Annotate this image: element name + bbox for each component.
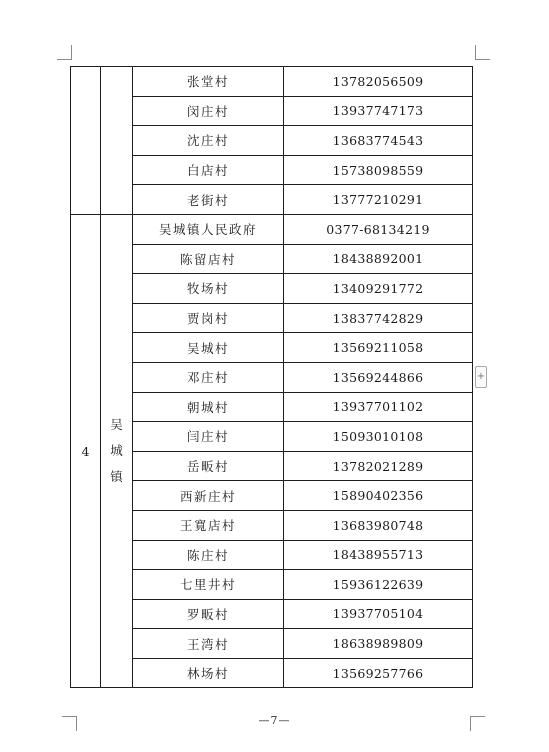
phone-cell: 13937705104	[284, 599, 473, 629]
phone-cell: 15890402356	[284, 481, 473, 511]
village-cell: 闵庄村	[133, 96, 284, 126]
crop-mark-top-left	[57, 45, 72, 60]
phone-cell: 13782056509	[284, 67, 473, 97]
town-cell-continued	[101, 67, 133, 215]
phone-cell: 13683774543	[284, 126, 473, 156]
town-char: 吴	[110, 417, 123, 433]
phone-cell: 13782021289	[284, 451, 473, 481]
phone-cell: 18638989809	[284, 629, 473, 659]
village-cell: 陈庄村	[133, 540, 284, 570]
index-cell: 4	[71, 214, 101, 688]
town-char: 镇	[110, 469, 123, 485]
phone-cell: 13777210291	[284, 185, 473, 215]
village-cell: 牧场村	[133, 274, 284, 304]
village-cell: 罗畈村	[133, 599, 284, 629]
phone-cell: 13569257766	[284, 658, 473, 688]
table-row	[71, 67, 473, 97]
village-cell: 西新庄村	[133, 481, 284, 511]
village-cell: 白店村	[133, 155, 284, 185]
page-number: —7—	[258, 714, 291, 727]
village-cell: 吴城镇人民政府	[133, 214, 284, 244]
phone-cell: 13569244866	[284, 362, 473, 392]
town-cell	[101, 214, 133, 688]
village-cell: 张堂村	[133, 67, 284, 97]
village-cell: 王寬店村	[133, 510, 284, 540]
village-cell: 朝城村	[133, 392, 284, 422]
village-cell: 老街村	[133, 185, 284, 215]
village-cell: 岳畈村	[133, 451, 284, 481]
phone-cell: 13837742829	[284, 303, 473, 333]
index-cell-continued	[71, 67, 101, 215]
add-row-handle[interactable]: +	[475, 366, 487, 388]
town-char: 城	[110, 443, 123, 459]
village-cell: 邓庄村	[133, 362, 284, 392]
village-cell: 闫庄村	[133, 422, 284, 452]
village-cell: 王湾村	[133, 629, 284, 659]
phone-cell: 13409291772	[284, 274, 473, 304]
phone-cell: 15738098559	[284, 155, 473, 185]
phone-cell: 13683980748	[284, 510, 473, 540]
village-cell: 陈留店村	[133, 244, 284, 274]
phone-cell: 15936122639	[284, 570, 473, 600]
village-cell: 吴城村	[133, 333, 284, 363]
contact-table	[70, 66, 473, 688]
phone-cell: 15093010108	[284, 422, 473, 452]
crop-mark-top-right	[475, 45, 490, 60]
village-cell: 贾岗村	[133, 303, 284, 333]
village-cell: 沈庄村	[133, 126, 284, 156]
village-cell: 林场村	[133, 658, 284, 688]
phone-cell: 18438892001	[284, 244, 473, 274]
table-row	[71, 214, 473, 244]
phone-cell: 13937701102	[284, 392, 473, 422]
contact-table-body	[71, 67, 473, 688]
phone-cell: 18438955713	[284, 540, 473, 570]
village-cell: 七里井村	[133, 570, 284, 600]
phone-cell: 13937747173	[284, 96, 473, 126]
phone-cell: 0377-68134219	[284, 214, 473, 244]
phone-cell: 13569211058	[284, 333, 473, 363]
